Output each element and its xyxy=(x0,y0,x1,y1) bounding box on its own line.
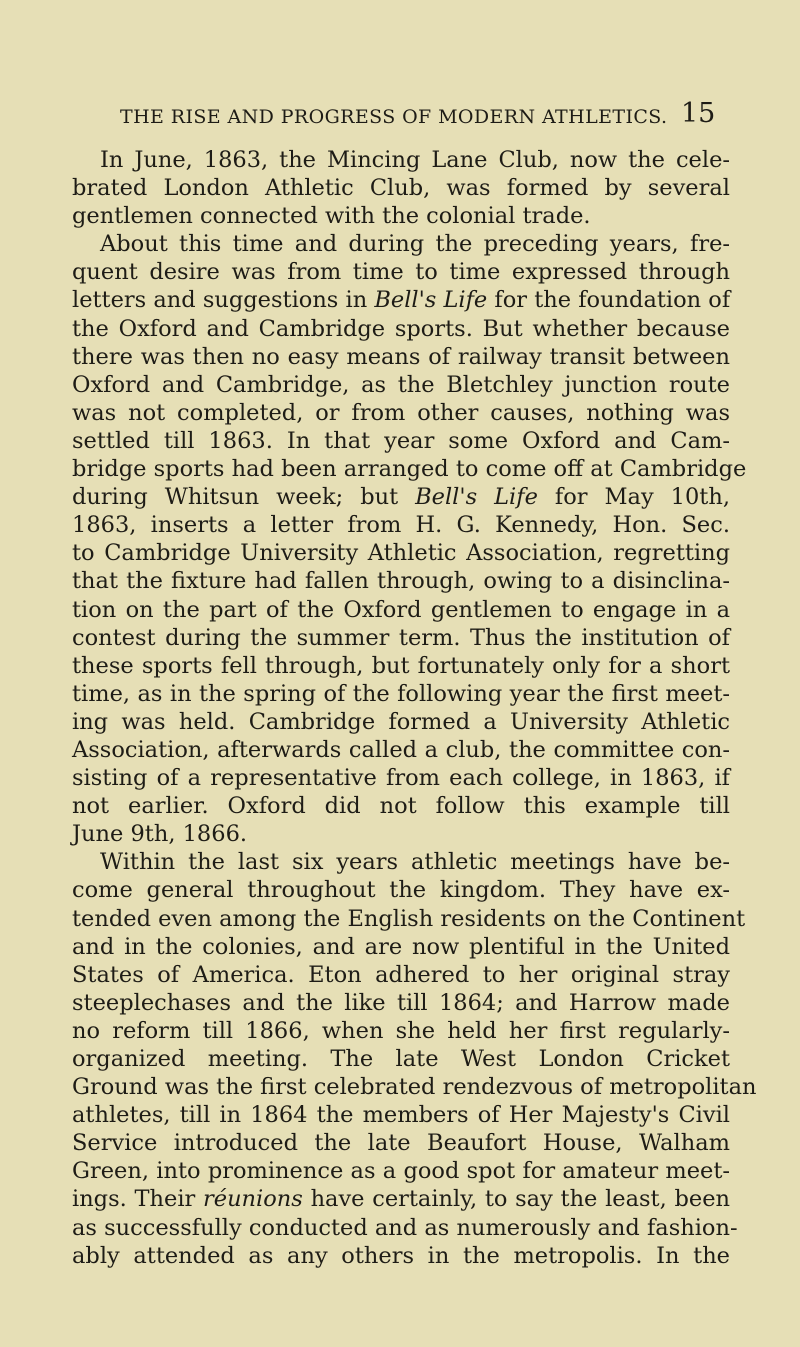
text-line: these sports fell through, but fortunately only for a short xyxy=(72,652,730,679)
text-line: not earlier. Oxford did not follow this example till xyxy=(72,793,730,820)
text-line xyxy=(72,483,730,511)
text-line xyxy=(72,286,730,314)
text-line: bridge sports had been arranged to come off at Cambridge xyxy=(72,456,747,483)
text-line: that the fixture had fallen through, owing to a disinclina- xyxy=(72,568,730,595)
text-line: 1863, inserts a letter from H. G. Kennedy, Hon. Sec. xyxy=(72,512,730,539)
text-line: settled till 1863. In that year some Oxford and Cam- xyxy=(72,427,730,454)
text-line: time, as in the spring of the following year the first meet- xyxy=(72,680,730,707)
page-number: 15 xyxy=(681,98,716,129)
text-segment: letters and suggestions in xyxy=(72,287,375,314)
text-line: Within the last six years athletic meetings have be- xyxy=(100,849,730,876)
italic-title: Bell's Life xyxy=(415,484,538,511)
text-line: Green, into prominence as a good spot for amateur meet- xyxy=(72,1158,730,1185)
text-line: and in the colonies, and are now plentiful in the United xyxy=(72,933,730,960)
text-line: there was then no easy means of railway transit between xyxy=(72,343,730,370)
text-line: to Cambridge University Athletic Association, regretting xyxy=(72,540,730,567)
text-line: States of America. Eton adhered to her original stray xyxy=(72,961,730,988)
text-line: Ground was the first celebrated rendezvous of metropolitan xyxy=(72,1074,757,1101)
italic-word: réunions xyxy=(203,1186,303,1213)
text-line: as successfully conducted and as numerously and fashion- xyxy=(72,1214,738,1241)
text-line: the Oxford and Cambridge sports. But whether because xyxy=(72,315,730,342)
text-line: athletes, till in 1864 the members of Her Majesty's Civil xyxy=(72,1102,730,1129)
text-line: come general throughout the kingdom. They have ex- xyxy=(72,877,730,904)
text-line: no reform till 1866, when she held her first regularly- xyxy=(72,1017,730,1044)
text-line: tion on the part of the Oxford gentlemen to engage in a xyxy=(72,596,730,623)
text-line: tended even among the English residents on the Continent xyxy=(72,905,746,932)
text-line: brated London Athletic Club, was formed by several xyxy=(72,175,730,202)
running-title: THE RISE AND PROGRESS OF MODERN ATHLETICS. xyxy=(120,106,668,128)
text-line: steeplechases and the like till 1864; and Harrow made xyxy=(72,989,730,1016)
text-line: June 9th, 1866. xyxy=(72,821,248,848)
text-line: In June, 1863, the Mincing Lane Club, now the cele- xyxy=(100,147,730,173)
text-segment: for May 10th, xyxy=(537,484,730,511)
text-line xyxy=(72,1185,730,1213)
text-segment: for the foundation of xyxy=(487,287,731,314)
text-line: Association, afterwards called a club, the committee con- xyxy=(72,736,730,763)
text-line: gentlemen connected with the colonial trade. xyxy=(72,203,591,230)
body-text xyxy=(72,146,757,1270)
text-line: sisting of a representative from each college, in 1863, if xyxy=(72,765,730,792)
text-segment: during Whitsun week; but xyxy=(72,484,416,511)
text-segment: ings. Their xyxy=(72,1186,203,1213)
italic-title: Bell's Life xyxy=(374,287,488,314)
text-line: was not completed, or from other causes, nothing was xyxy=(72,399,730,426)
text-line: organized meeting. The late West London Cricket xyxy=(72,1046,730,1072)
text-line: About this time and during the preceding years, fre- xyxy=(100,231,730,258)
text-line: Service introduced the late Beaufort House, Walham xyxy=(72,1130,730,1157)
text-segment: have certainly, to say the least, been xyxy=(302,1186,731,1213)
text-line: ably attended as any others in the metropolis. In the xyxy=(72,1242,730,1269)
text-line: quent desire was from time to time expressed through xyxy=(72,259,730,286)
text-line: Oxford and Cambridge, as the Bletchley junction route xyxy=(72,371,730,398)
text-line: ing was held. Cambridge formed a University Athletic xyxy=(72,708,730,735)
text-line: contest during the summer term. Thus the institution of xyxy=(72,624,730,651)
